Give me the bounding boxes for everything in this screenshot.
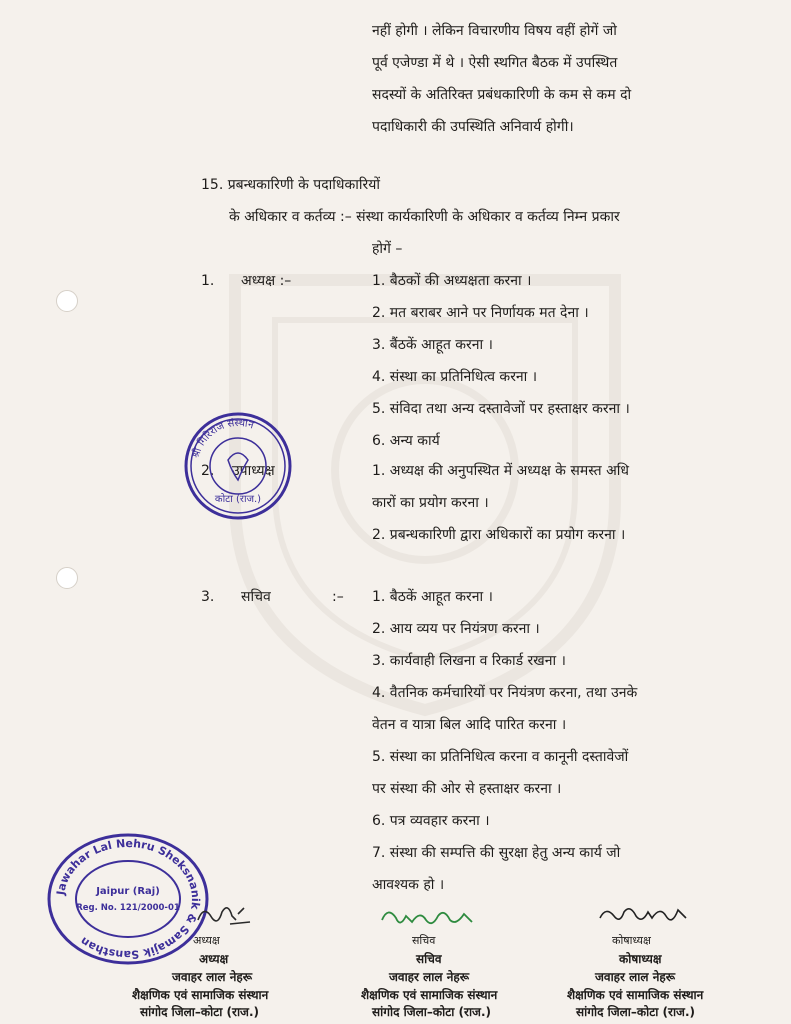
duty-item: 7. संस्था की सम्पत्ति की सुरक्षा हेतु अन्य कार्य जो bbox=[372, 845, 621, 861]
role-separator: :– bbox=[332, 589, 344, 605]
signature-scribble bbox=[378, 902, 478, 934]
role-number: 1. bbox=[201, 273, 215, 289]
signature-line2: शैक्षणिक एवं सामाजिक संस्थान bbox=[567, 988, 704, 1002]
duty-item: 1. बैठकों की अध्यक्षता करना । bbox=[372, 273, 532, 289]
stamp-emblem-icon bbox=[228, 453, 248, 480]
signature-line1: जवाहर लाल नेहरू bbox=[172, 970, 253, 984]
signature-handwritten-label: कोषाध्यक्ष bbox=[612, 934, 651, 947]
duty-item: 4. संस्था का प्रतिनिधित्व करना । bbox=[372, 369, 538, 385]
punch-hole-top bbox=[56, 290, 78, 312]
signature-line1: जवाहर लाल नेहरू bbox=[595, 970, 676, 984]
duty-item: 4. वैतनिक कर्मचारियों पर नियंत्रण करना, तथा उनके bbox=[372, 685, 638, 701]
intro-line: नहीं होगी । लेकिन विचारणीय विषय वहीं होगें जो bbox=[372, 23, 617, 39]
duty-item: वेतन व यात्रा बिल आदि पारित करना । bbox=[372, 717, 567, 733]
small-stamp-bottom-text: कोटा (राज.) bbox=[214, 494, 262, 505]
reg-stamp-number: Reg. No. 121/2000-01 bbox=[76, 903, 180, 913]
round-stamp-small bbox=[182, 410, 294, 522]
duty-item: 3. बैंठकें आहूत करना । bbox=[372, 337, 493, 353]
signature-title: कोषाध्यक्ष bbox=[619, 952, 662, 966]
duty-item: 5. संस्था का प्रतिनिधित्व करना व कानूनी दस्तावेजों bbox=[372, 749, 629, 765]
role-title: सचिव bbox=[241, 589, 271, 605]
duty-item: कारों का प्रयोग करना । bbox=[372, 495, 489, 511]
duty-item: 3. कार्यवाही लिखना व रिकार्ड रखना । bbox=[372, 653, 566, 669]
section-subheading: के अधिकार व कर्तव्य :– संस्था कार्यकारिणी के अधिकार व कर्तव्य निम्न प्रकार bbox=[229, 209, 620, 225]
signature-handwritten-label: सचिव bbox=[412, 934, 436, 947]
duty-item: 5. संविदा तथा अन्य दस्तावेजों पर हस्ताक्षर करना । bbox=[372, 401, 630, 417]
duty-item: 6. पत्र व्यवहार करना । bbox=[372, 813, 490, 829]
signature-scribble bbox=[192, 900, 262, 930]
role-number: 3. bbox=[201, 589, 215, 605]
duty-item: 1. बैठकें आहूत करना । bbox=[372, 589, 493, 605]
duty-item: पर संस्था की ओर से हस्ताक्षर करना । bbox=[372, 781, 562, 797]
signature-scribble bbox=[594, 900, 694, 930]
role-title: उपाध्यक्ष bbox=[232, 463, 275, 479]
registration-stamp bbox=[46, 832, 210, 966]
signature-title: अध्यक्ष bbox=[199, 952, 229, 966]
signature-line3: सांगोद जिला–कोटा (राज.) bbox=[576, 1005, 695, 1019]
intro-line: सदस्यों के अतिरिक्त प्रबंधकारिणी के कम से कम दो bbox=[372, 87, 632, 103]
role-title: अध्यक्ष :– bbox=[241, 273, 292, 289]
reg-stamp-city: Jaipur (Raj) bbox=[96, 886, 160, 897]
duty-item: आवश्यक हो । bbox=[372, 877, 445, 893]
signature-line3: सांगोद जिला–कोटा (राज.) bbox=[372, 1005, 491, 1019]
intro-line: पदाधिकारी की उपस्थिति अनिवार्य होगी। bbox=[372, 119, 574, 135]
signature-line2: शैक्षणिक एवं सामाजिक संस्थान bbox=[361, 988, 498, 1002]
signature-line3: सांगोद जिला–कोटा (राज.) bbox=[140, 1005, 259, 1019]
duty-item: 2. मत बराबर आने पर निर्णायक मत देना । bbox=[372, 305, 589, 321]
duty-item: 2. प्रबन्धकारिणी द्वारा अधिकारों का प्रयोग करना । bbox=[372, 527, 626, 543]
duty-item: 6. अन्य कार्य bbox=[372, 433, 440, 449]
duty-item: 2. आय व्यय पर नियंत्रण करना । bbox=[372, 621, 540, 637]
signature-line1: जवाहर लाल नेहरू bbox=[389, 970, 470, 984]
section-heading: 15. प्रबन्धकारिणी के पदाधिकारियों bbox=[201, 177, 381, 193]
small-stamp-ring-text: श्री गिरिराज संस्थान bbox=[190, 417, 255, 460]
intro-line: पूर्व एजेण्डा में थे । ऐसी स्थगित बैठक में उपस्थित bbox=[372, 55, 618, 71]
reg-stamp-ring-text: Jawahar Lal Nehru Sheksnanik & Samajik Sansthan bbox=[54, 836, 203, 962]
signature-line2: शैक्षणिक एवं सामाजिक संस्थान bbox=[132, 988, 269, 1002]
signature-handwritten-label: अध्यक्ष bbox=[193, 934, 220, 947]
duty-item: 1. अध्यक्ष की अनुपस्थित में अध्यक्ष के समस्त अधि bbox=[372, 463, 630, 479]
signature-title: सचिव bbox=[416, 952, 442, 966]
punch-hole-bottom bbox=[56, 567, 78, 589]
role-number: 2. bbox=[201, 463, 215, 479]
section-subheading-cont: होगें – bbox=[372, 241, 403, 257]
